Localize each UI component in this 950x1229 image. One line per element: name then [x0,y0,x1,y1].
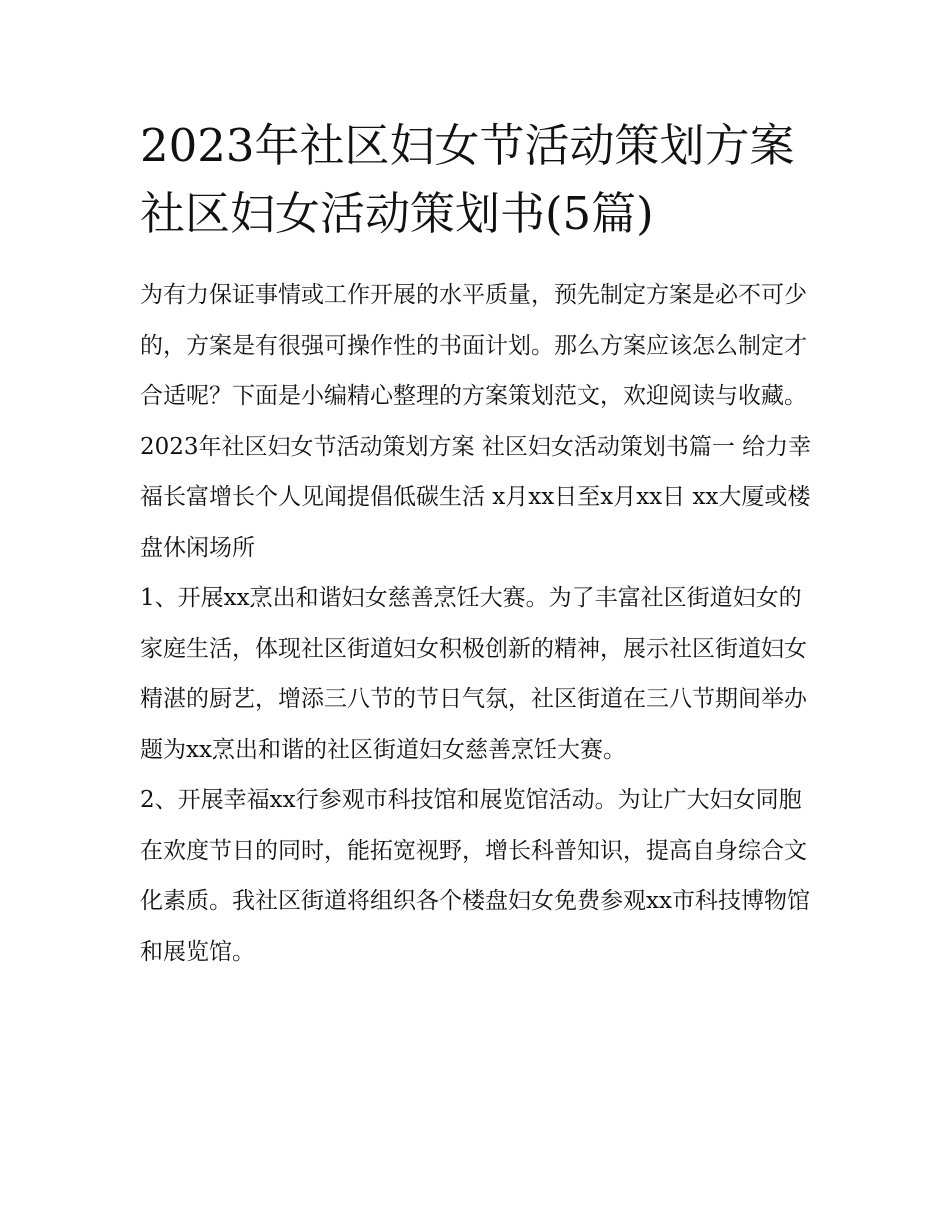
document-page [140,112,820,977]
intro-paragraph: 为有力保证事情或工作开展的水平质量，预先制定方案是必不可少的，方案是有很强可操作性的书面计划。那么方案应该怎么制定才合适呢？下面是小编精心整理的方案策划范文，欢迎阅读与收藏。 [140,282,807,409]
item-two-paragraph: 2、开展幸福xx行参观市科技馆和展览馆活动。为让广大妇女同胞在欢度节日的同时，能拓宽视野，增长科普知识，提高自身综合文化素质。我社区街道将组织各个楼盘妇女免费参观xx市科技博物馆和展览馆。 [140,787,810,965]
item-one-paragraph: 1、开展xx烹出和谐妇女慈善烹饪大赛。为了丰富社区街道妇女的家庭生活，体现社区街道妇女积极创新的精神，展示社区街道妇女精湛的厨艺，增添三八节的节日气氛，社区街道在三八节期间举办题为xx烹出和谐的社区街道妇女慈善烹饪大赛。 [140,585,807,763]
document-title: 2023年社区妇女节活动策划方案 社区妇女活动策划书(5篇) [140,119,795,240]
section-one-heading-paragraph: 2023年社区妇女节活动策划方案 社区妇女活动策划书篇一 给力幸福长富增长个人见闻提倡低碳生活 x月xx日至x月xx日 xx大厦或楼盘休闲场所 [140,433,812,561]
